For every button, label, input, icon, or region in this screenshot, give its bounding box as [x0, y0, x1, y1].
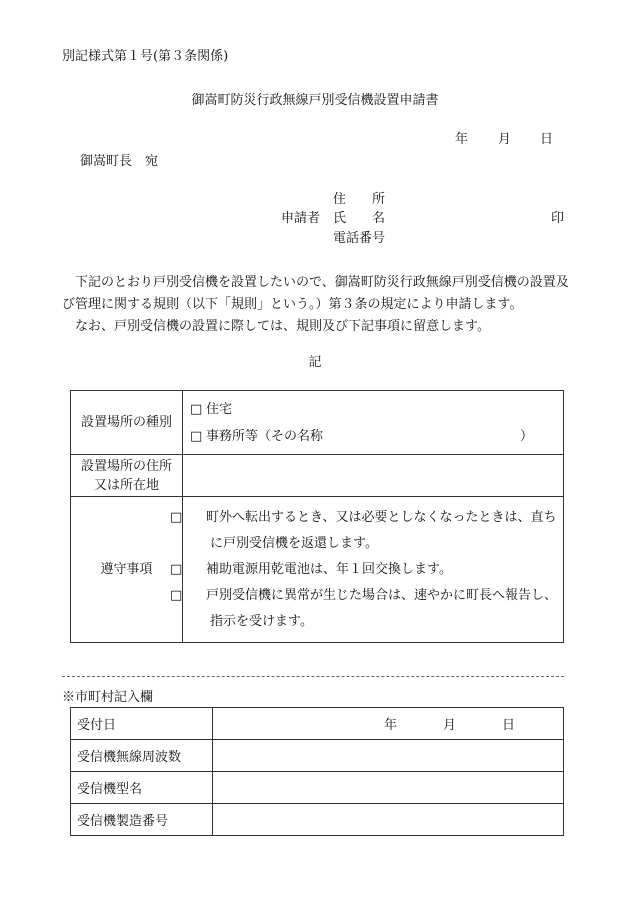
checkbox-icon[interactable]: □ — [170, 587, 183, 603]
rule-item: □ 補助電源用乾電池は、年１回交換します。 — [190, 557, 563, 583]
applicant-address-label: 住 所 — [333, 192, 386, 207]
paragraph-note: なお、戸別受信機の設置に際しては、規則及び下記事項に留意します。 — [75, 319, 490, 334]
serial-label: 受信機製造番号 — [71, 804, 213, 836]
checkbox-icon[interactable]: □ — [170, 561, 183, 577]
rule-item: □ 戸別受信機に異常が生じた場合は、速やかに町長へ報告し、指示を受けます。 — [190, 583, 563, 635]
model-field[interactable] — [213, 772, 564, 804]
rules-cell — [170, 497, 564, 643]
frequency-field[interactable] — [213, 740, 564, 772]
location-address-input[interactable] — [183, 455, 564, 497]
location-type-header: 設置場所の種別 — [71, 391, 183, 455]
checkbox-icon[interactable]: □ — [170, 509, 183, 525]
checkbox-icon[interactable]: □ — [190, 401, 203, 417]
receipt-date-label: 受付日 — [71, 708, 213, 740]
applicant-label: 申請者 — [281, 211, 321, 226]
applicant-phone-label: 電話番号 — [333, 231, 386, 246]
rule-item: □ 町外へ転出するとき、又は必要としなくなったときは、直ちに戸別受信機を返還します。 — [190, 505, 563, 557]
document-title: 御嵩町防災行政無線戸別受信機設置申請書 — [191, 93, 439, 108]
serial-field[interactable] — [213, 804, 564, 836]
form-label: 別記様式第１号(第３条関係) — [62, 49, 229, 64]
receipt-date-field[interactable]: 年 月 日 — [213, 708, 564, 740]
applicant-name-label: 氏 名 — [333, 211, 386, 226]
rules-header: 遵守事項 — [71, 497, 183, 643]
application-paragraph — [62, 272, 577, 338]
ki-heading: 記 — [308, 355, 322, 370]
date-year: 年 — [455, 132, 469, 147]
model-label: 受信機型名 — [71, 772, 213, 804]
option-office[interactable]: □ 事務所等（その名称 ） — [190, 423, 563, 450]
frequency-label: 受信機無線周波数 — [71, 740, 213, 772]
checkbox-icon[interactable]: □ — [190, 428, 203, 444]
cut-line-divider — [62, 676, 564, 677]
date-day: 日 — [540, 132, 554, 147]
office-table — [70, 707, 564, 836]
option-home[interactable]: □ 住宅 — [190, 396, 563, 423]
installation-table — [70, 390, 564, 643]
location-type-cell — [183, 391, 564, 455]
seal-mark: 印 — [551, 211, 565, 226]
location-address-header: 設置場所の住所 又は所在地 — [71, 455, 183, 497]
date-month: 月 — [498, 132, 512, 147]
office-section-title: ※市町村記入欄 — [62, 690, 154, 705]
addressee: 御嵩町長 宛 — [80, 154, 159, 169]
paragraph-main: 下記のとおり戸別受信機を設置したいので、御嵩町防災行政無線戸別受信機の設置及び管理に関する規則（以下「規則」という。）第３条の規定により申請します。 — [62, 275, 569, 312]
